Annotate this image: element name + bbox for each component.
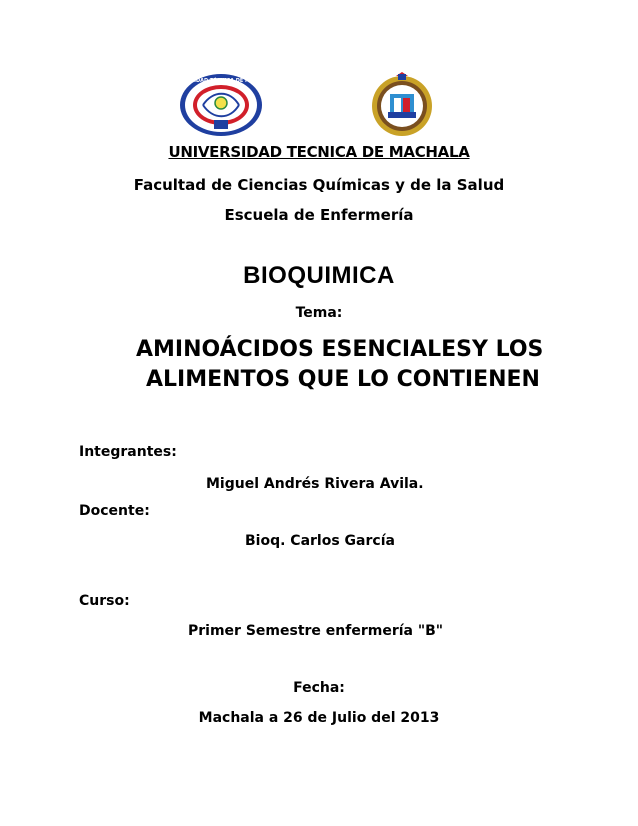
date-label: Fecha: bbox=[293, 680, 345, 696]
university-name: UNIVERSIDAD TECNICA DE MACHALA bbox=[168, 143, 470, 161]
topic-label: Tema: bbox=[295, 305, 343, 321]
teacher-value: Bioq. Carlos García bbox=[245, 533, 395, 549]
subject-title: BIOQUIMICA bbox=[243, 262, 395, 289]
course-label: Curso: bbox=[79, 593, 130, 609]
faculty-name: Facultad de Ciencias Químicas y de la Salud bbox=[133, 176, 505, 194]
course-value: Primer Semestre enfermería "B" bbox=[188, 623, 444, 639]
topic-title-line-2: ALIMENTOS QUE LO CONTIENEN bbox=[146, 367, 540, 392]
topic-title bbox=[136, 335, 543, 395]
school-name: Escuela de Enfermería bbox=[224, 206, 414, 224]
faculty-seal-icon bbox=[370, 72, 434, 138]
topic-title-line-1: AMINOÁCIDOS ESENCIALESY LOS bbox=[136, 337, 544, 362]
seal-ring-text: UNIVERSIDAD TÉCNICA DE MACHALA bbox=[169, 78, 273, 84]
date-value: Machala a 26 de Julio del 2013 bbox=[198, 710, 440, 726]
teacher-label: Docente: bbox=[79, 503, 150, 519]
members-label: Integrantes: bbox=[79, 444, 177, 460]
university-seal-icon bbox=[169, 72, 273, 138]
members-value: Miguel Andrés Rivera Avila. bbox=[206, 476, 424, 492]
